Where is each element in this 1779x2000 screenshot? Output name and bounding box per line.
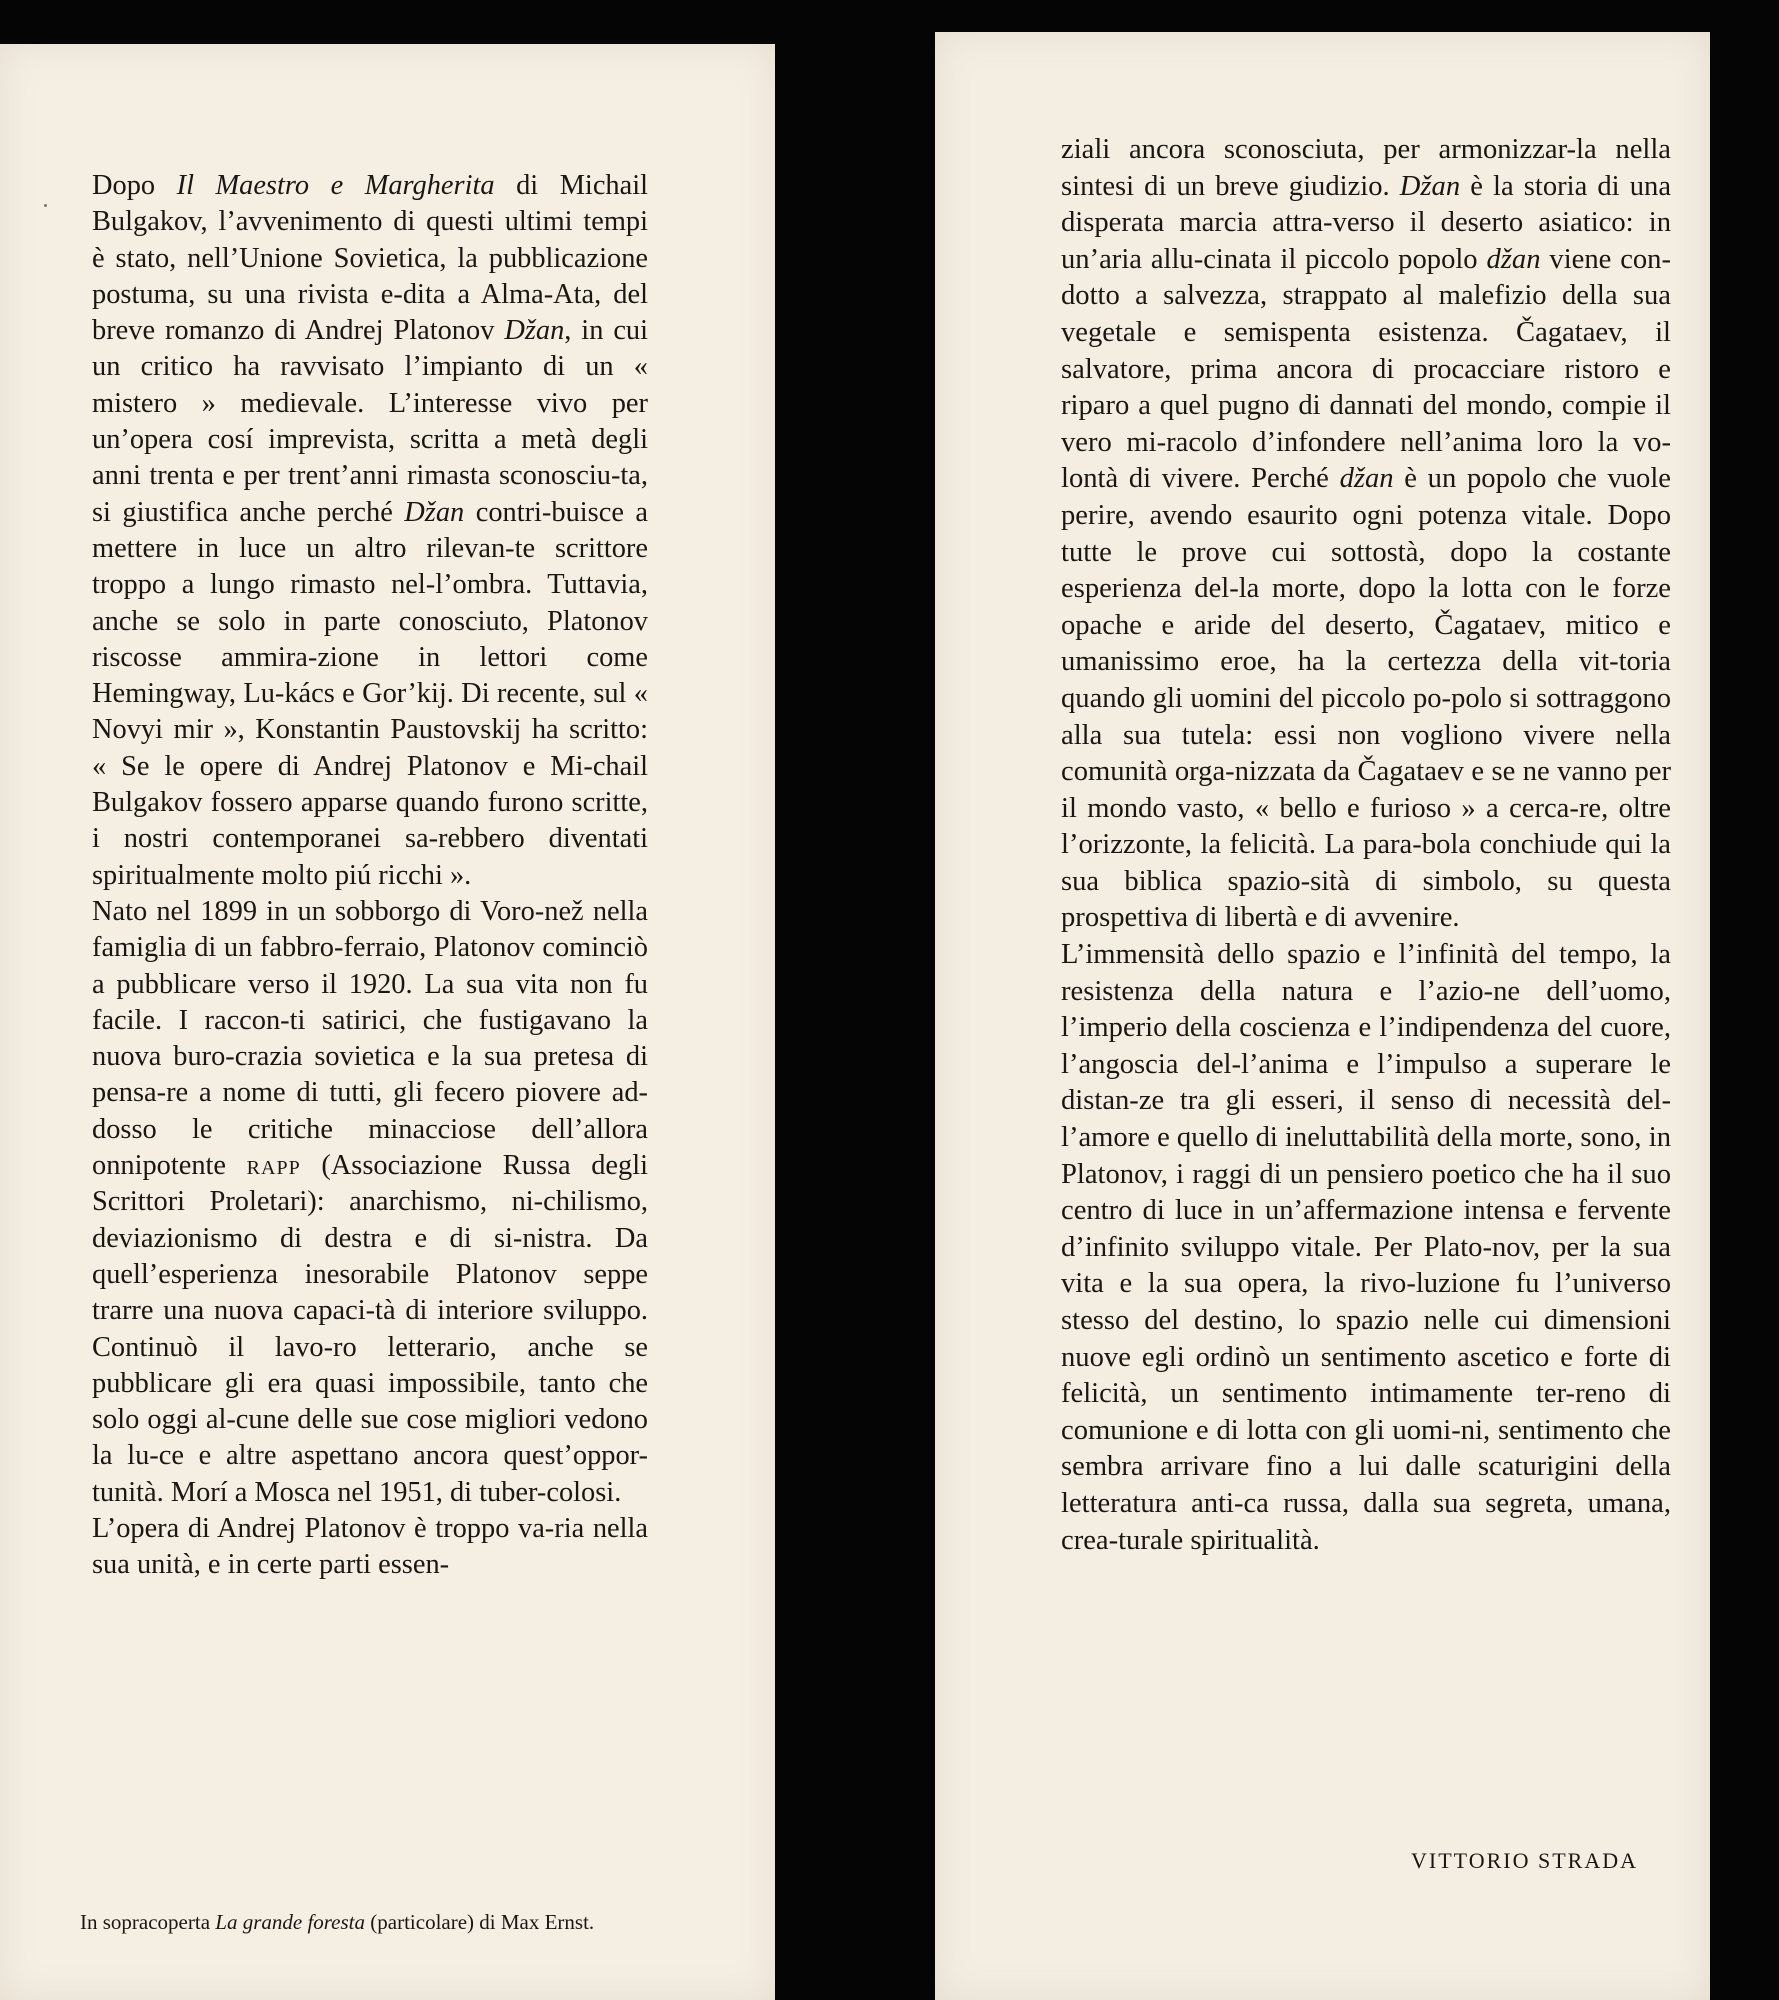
italic-text-run: Džan — [1399, 170, 1461, 202]
text-run: contri-buisce a mettere in luce un altro rilevan-te scrittore troppo a lungo rimasto nel-l’ombra. Tuttavia, anche se solo in parte conosciuto, Platonov riscosse ammira-zione in lettori come Hemingway, Lu-kács e Gor’kij. Di recente, sul « Novyi mir », Konstantin Paustovskij ha scritto: « Se le opere di Andrej Platonov e Mi-chail Bulgakov fossero apparse quando furono scritte, i nostri contemporanei sa-rebbero diventati spiritualmente molto piú ricchi ». — [92, 496, 648, 891]
text-run: è un popolo che vuole perire, avendo esaurito ogni potenza vitale. Dopo tutte le prove cui sottostà, dopo la costante esperienza del-la morte, dopo la lotta con le forze opache e aride del deserto, Čagataev, mitico e umanissimo eroe, ha la certezza della vit-toria quando gli uomini del piccolo po-polo si sottraggono alla sua tutela: essi non vogliono vivere nella comunità orga-nizzata da Čagataev e se ne vanno per il mondo vasto, « bello e furioso » a cerca-re, oltre l’orizzonte, la felicità. La para-bola conchiude qui la sua biblica spazio-sità di simbolo, su questa prospettiva di libertà e di avvenire. — [1061, 463, 1671, 934]
right-paragraph-2 — [1061, 937, 1671, 1559]
text-run: Nato nel 1899 in un sobborgo di Voro-než nella famiglia di un fabbro-ferraio, Platonov cominciò a pubblicare verso il 1920. La sua vita non fu facile. I raccon-ti satirici, che fustigavano la nuova buro-crazia sovietica e la sua pretesa di pensa-re a nome di tutti, gli fecero piovere ad-dosso le critiche minacciose dell’allora onnipotente — [92, 895, 648, 1182]
italic-text-run: džan — [1339, 463, 1394, 495]
italic-text-run: džan — [1486, 243, 1541, 275]
left-paragraph-2 — [92, 894, 648, 1511]
text-run: di Michail Bulgakov, l’avvenimento di questi ultimi tempi è stato, nell’Unione Sovietica, la pubblicazione postuma, su una rivista e-dita a Alma-Ata, del breve romanzo di Andrej Platonov — [92, 170, 648, 347]
text-run: L’opera di Andrej Platonov è troppo va-ria nella sua unità, e in certe parti essen- — [92, 1512, 648, 1581]
text-run: In sopracoperta — [80, 1910, 216, 1934]
italic-text-run: Il Maestro e Margherita — [176, 170, 495, 201]
paper-speck — [44, 204, 47, 207]
text-run: viene con-dotto a salvezza, strappato al malefizio della sua vegetale e semispenta esistenza. Čagataev, il salvatore, prima ancora di procacciare ristoro e riparo a quel pugno di dannati del mondo, compie il vero mi-racolo d’infondere nell’anima loro la vo-lontà di vivere. Perché — [1061, 243, 1671, 495]
text-run: ziali ancora sconosciuta, per armonizzar-la nella sintesi di un breve giudizio. — [1061, 134, 1671, 202]
right-flap-text — [1061, 132, 1671, 1559]
text-run: (particolare) di Max Ernst. — [365, 1910, 595, 1934]
left-paragraph-3 — [92, 1511, 648, 1584]
text-run: è la storia di una disperata marcia attra-verso il deserto asiatico: in un’aria allu-cinata il piccolo popolo — [1061, 170, 1672, 275]
italic-text-run: La grande foresta — [215, 1910, 366, 1934]
italic-text-run: Džan — [504, 315, 565, 347]
cover-credit — [80, 1910, 600, 1935]
small-caps-text-run: rapp — [246, 1150, 301, 1182]
left-flap-text — [92, 168, 648, 1584]
right-paragraph-1 — [1061, 132, 1671, 937]
text-run: L’immensità dello spazio e l’infinità del tempo, la resistenza della natura e l’azio-ne dell’uomo, l’imperio della coscienza e l’indipendenza del cuore, l’angoscia del-l’anima e l’impulso a superare le distan-ze tra gli esseri, il senso di necessità del-l’amore e quello di ineluttabilità della morte, sono, in Platonov, i raggi di un pensiero poetico che ha il suo centro di luce in un’affermazione intensa e fervente d’infinito sviluppo vitale. Per Plato-nov, per la sua vita e la sua opera, la rivo-luzione fu l’universo stesso del destino, lo spazio nelle cui dimensioni nuove egli ordinò un sentimento ascetico e forte di felicità, un sentimento intimamente ter-reno di comunione e di lotta con gli uomi-ni, sentimento che sembra arrivare fino a lui dalle scaturigini della letteratura anti-ca russa, dalla sua segreta, umana, crea-turale spiritualità. — [1061, 939, 1671, 1556]
left-flap-page — [0, 44, 775, 2000]
text-run: , in cui un critico ha ravvisato l’impianto di un « mistero » medievale. L’interesse vivo per un’opera cosí imprevista, scritta a metà degli anni trenta e per trent’anni rimasta sconosciu-ta, si giustifica anche perché — [92, 315, 649, 528]
right-flap-page — [935, 32, 1710, 2000]
author-signature: VITTORIO STRADA — [1411, 1848, 1638, 1873]
left-paragraph-1 — [92, 168, 648, 894]
italic-text-run: Džan — [404, 496, 465, 528]
text-run: Dopo — [92, 170, 177, 201]
text-run: (Associazione Russa degli Scrittori Proletari): anarchismo, ni-chilismo, deviazionismo di destra e di si-nistra. Da quell’esperienza inesorabile Platonov seppe trarre una nuova capaci-tà di interiore sviluppo. Continuò il lavo-ro letterario, anche se pubblicare gli era quasi impossibile, tanto che solo oggi al-cune delle sue cose migliori vedono la lu-ce e altre aspettano ancora quest’oppor-tunità. Morí a Mosca nel 1951, di tuber-colosi. — [92, 1150, 648, 1508]
